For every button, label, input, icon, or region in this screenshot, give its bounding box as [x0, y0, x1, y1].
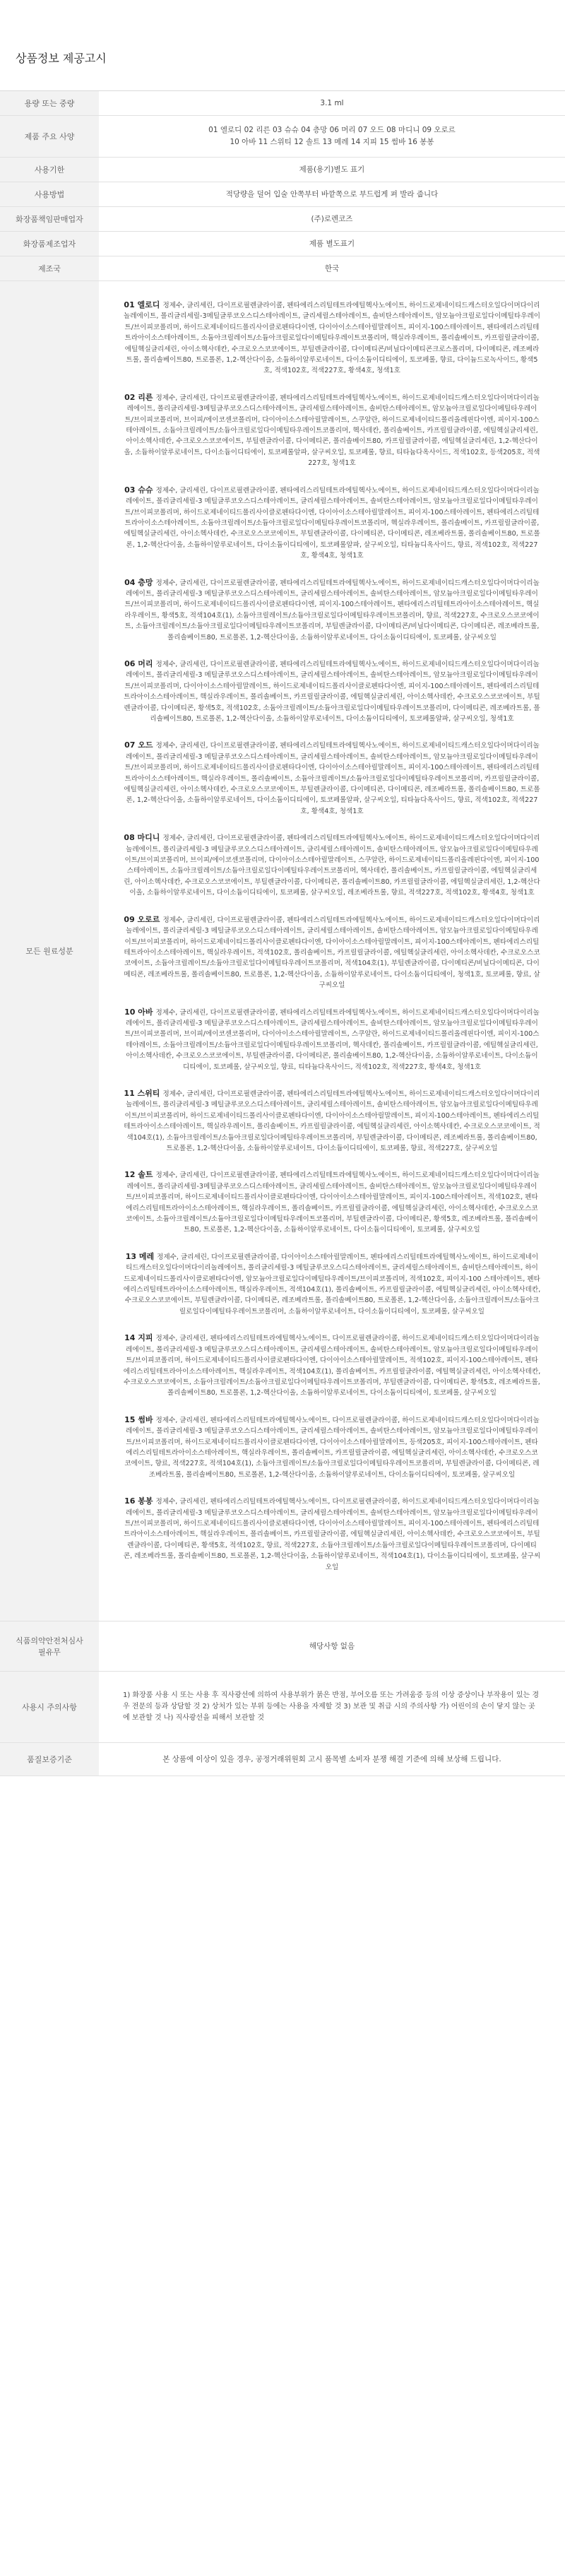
ingredient-text: 정제수, 글리세린, 다이프로필렌글라이콜, 펜타에리스리틸테트라에틸헥사노에이트, 하이드로제네이티드캐스터오일다이머다이리놀레에이트, 폴리글리세릴-3메틸글루코오스디스테아레이트, 글리세릴스테아레이트, 솔비탄스테아레이트, 암모늄아크릴로일다이메틸타우레이트/브이피코폴리머, 브이피/에이코센코폴리머, 다이아이소스테아릴말레이트, 스쿠알란, 하이드로제네이티드폴리올레핀다이엔, 피이지-100스테아레이트, 소듐아크릴레이트/소듐아크릴로일다이메틸타우레이트코폴리머, 헥사데칸, 폴리솔베이트, 카프릴릴글라이콜, 에틸헥실글리세린, 아이소헥사데칸, 수크로오스코코에이트, 부틸렌글라이콜, 다이메티콘, 폴리솔베이트80, 카프릴릴글라이콜, 에틸헥실글리세린, 1,2-헥산다이올, 소듐하이알루로네이트, 다이소듐이디티에이, 토코페롤알파, 살구씨오일, 토코페롤, 향료, 티타늄다옥사이드, 적색102호, 등색205호, 적색227호, 청색1호: [124, 394, 540, 468]
row-label: 제품 주요 사양: [0, 116, 99, 158]
ingredient-section: [123, 392, 541, 469]
ingredient-text: 정제수, 글리세린, 다이프로필렌글라이콜, 펜타에리스리틸테트라에틸헥사노에이트, 하이드로제네이티드캐스터오일다이머다이리놀레에이트, 폴리글리세릴-3 메틸글루코오스디스테아레이트, 글리세릴스테아레이트, 솔비탄스테아레이트, 암모늄아크릴로일다이메틸타우레이트/브이피코폴리머, 하이드로제네이티드폴리사이클로펜타다이엔, 피이지-100스테아레이트, 펜타에리스리틸테트라아이소스테아레이트, 핵실라우레이트, 황색5호, 적색104호(1), 소듐아크릴레이트/소듐아크릴로일다이메틸타우레이트코폴리머, 향료, 적색227호, 수크로오스코코에이트, 소듐아크릴레이트/소듐아크릴로일다이메틸타우레이트코폴리머, 부틸렌글라이콜, 다이메티콘/비닐다이메티콘, 다이메티콘, 레조베라트롤, 폴리솔베이트80, 트로폴론, 1,2-헥산다이올, 소듐하이알루로네이트, 다이소듐이디티에이, 토코페롤, 살구씨오일: [124, 579, 540, 642]
ingredient-text: 정제수, 글리세린, 다이프로필렌글라이콜, 펜타에리스리틸테트라에틸헥사노에이트, 하이드로제네이티드캐스터오일다이머다이리놀레에이트, 폴리글리세릴-3 메틸글루코오스디스테아레이트, 글리세릴스테아레이트, 솔비탄스테아레이트, 암모늄아크릴로일다이메틸타우레이트/브이피코폴리머, 하이드로제네이티드폴리사이클로펜타다이엔, 다이아이소스테아릴말레이트, 피이지-100스테아레이트, 펜타에리스리틸테트라아이소스테아레이트, 핵실라우레이트, 폴리솔베이트, 카프릴릴글라이콜, 에틸헥실글리세린, 아이소헥사데칸, 수크로오스코코에이트, 적색104호(1), 소듐아크릴레이트/소듐아크릴로일다이메틸타우레이트코폴리머, 부틸렌글라이콜, 다이메티콘, 레조베라트롤, 폴리솔베이트80, 트로폴론, 1,2-헥산다이올, 소듐하이알루로네이트, 다이소듐이디티에이, 토코페롤, 향료, 적색227호, 살구씨오일: [124, 1089, 540, 1152]
shade-name: 11 스위티: [124, 1088, 160, 1098]
ingredient-section: [123, 658, 541, 724]
info-row-volume: [0, 91, 565, 116]
row-label: 품질보증기준: [0, 1743, 99, 1776]
info-row-warranty: [0, 1743, 565, 1776]
ingredient-text: 정제수, 글리세린, 다이프로필렌글라이콜, 펜타에리스리틸테트라에틸헥사노에이트, 하이드로제네이티드캐스터오일다이머다이리놀레에이트, 폴리글리세릴-3메틸글루코오스디스테아레이트, 글리세릴스테아레이트, 솔비탄스테아레이트, 암모늄아크릴로일다이메틸타우레이트/브이피코폴리머, 하이드로제네이티드폴리사이클로펜타다이엔, 다이아이소스테아릴말레이트, 피이지-100스테아레이트, 펜타에리스리틸테트라아이소스테아레이트, 소듐아크릴레이트/소듐아크릴로일다이메틸타우레이트코폴리머, 핵실라우레이트, 폴리솔베이트, 카프릴릴글라이콜, 에틸헥실글리세린, 아이소헥사데칸, 수크로오스코코에이트, 부틸렌글라이콜, 다이메티콘/비닐다이메티콘크로스폴리머, 다이메티콘, 레조베라트롤, 폴리솔베이트80, 트로폴론, 1,2-헥산다이올, 소듐하이알루로네이트, 다이소듐이디티에이, 토코페롤, 향료, 다이늄드로녹사이드, 황색5호, 적색102호, 적색227호, 황색4호, 청색1호: [123, 302, 540, 375]
ingredient-section: [123, 1088, 541, 1154]
row-label: 사용시 주의사항: [0, 1672, 99, 1743]
shade-name: 09 오로르: [124, 914, 160, 924]
ingredient-text: 정제수, 글리세린, 다이프로필렌글라이콜, 펜타에리스리틸테트라에틸헥사노에이트, 하이드로제네이티드캐스터오일다이머다이리놀레에이트, 폴리글리세릴-3 메틸글루코오스디스테아레이트, 글리세릴스테아레이트, 솔비탄스테아레이트, 암모늄아크릴로일다이메틸타우레이트/브이피코폴리머, 하이드로제네이티드폴리사이클로펜타다이엔, 다이아이소스테아릴말레이트, 피이지-100스테아레이트, 펜타에리스리틸테트라아이소스테아레이트, 소듐아크릴레이트/소듐아크릴로일다이메틸타우레이트코폴리머, 헥실라우레이트, 폴리솔베이트, 카프릴릴글라이콜, 에틸헥실글리세린, 아이소헥사데칸, 수크로오스코코에이트, 부틸렌글라이콜, 다이메티콘, 다이메티콘, 레조베라트롤, 폴리솔베이트80, 트로폴론, 1,2-헥산다이올, 소듐하이알루로네이트, 다이소듐이디티에이, 토코페롤알파, 살구씨오일, 티타늄디옥사이드, 향료, 적색102호, 적색227호, 황색4호, 청색1호: [124, 486, 540, 560]
ingredient-section: [123, 300, 541, 377]
shade-name: 02 리른: [124, 392, 153, 402]
spec-line: 01 엘로디 02 리른 03 슈슈 04 층망 06 머리 07 오드 08 마디니 09 오로르: [208, 126, 456, 134]
ingredient-text: 정제수, 글리세린, 다이프로필렌글라이콜, 펜타에리스리틸테트라에틸헥사노에이트, 하이드로제네이티드캐스터오일다이머다이리놀레에이트, 폴리글리세릴-3 메틸글루코오스디스테아레이트, 글리세릴스테아레이트, 솔비탄스테아레이트, 암모늄아크릴로일다이메틸타우레이트/브이피코폴리머, 하이드로제네이티드폴리사이클로펜타다이엔, 다이아이소스테아릴말레이트, 피이지-100스테아레이트, 펜타에리스리틸테트라아이소스테아레이트, 핵실라우레이트, 폴리솔베이트, 소듐아크릴레이트/소듐아크릴로일다이메틸타우레이트코폴리머, 카프릴릴글라이콜, 에틸헥실글리세린, 아이소헥사데칸, 수크로오스코코에이트, 부틸렌글라이콜, 다이메티콘, 다이메티콘, 레조베라트롤, 폴리솔베이트80, 트로폴론, 1,2-헥산다이올, 소듐하이알루로네이트, 다이소듐이디티에이, 토코페롤알파, 살구씨오일, 티타늄다옥사이드, 향료, 적색102호, 적색227호, 황색4호, 청색1호: [124, 742, 540, 815]
ingredients-list: [99, 281, 565, 1621]
info-row-review: [0, 1621, 565, 1672]
row-label: 제조국: [0, 256, 99, 281]
row-value: (주)로렌코즈: [99, 207, 565, 232]
row-value: 3.1 ml: [99, 91, 565, 116]
shade-name: 01 엘로디: [124, 300, 160, 309]
ingredient-text: 정제수, 글리세린, 펜타에리스리틸테트라에틸헥사노에이트, 다이프로필렌글라이콜, 하이드로제네이티드캐스터오일다이머다이리놀레에이트, 폴리글리세릴-3 메틸글루코오스디스테아레이트, 글리세릴스테아레이트, 솔비탄스테아레이트, 암모늄아크릴로일다이메틸타우레이트/브이피코폴리머, 하이드로제네이티드폴리사이클로펜타다이엔, 다이아이소스테아릴말레이트, 적색102호, 피이지-100스테아레이트, 펜타에리스리틸테트라아이소스테아레이트, 핵실라우레이트, 적색104호(1), 폴리솔베이트, 카프릴릴글라이콜, 에틸헥실글리세린, 아이소헥사데칸, 수크로오스코코에이트, 소듐아크릴레이트/소듐아크릴로일다이메틸타우레이트코폴리머, 부틸렌글라이콜, 다이메티콘, 황색5호, 레조베라트롤, 폴리솔베이트80, 트로폴론, 1,2-헥산다이올, 소듐하이알루로네이트, 다이소듐이디티에이, 토코페롤, 살구씨오일: [123, 1335, 541, 1398]
shade-name: 07 오드: [124, 740, 153, 750]
row-value: 해당사항 없음: [99, 1621, 565, 1672]
row-label: 사용기한: [0, 158, 99, 182]
info-row-ingredients: [0, 281, 565, 1621]
ingredient-section: [123, 577, 541, 643]
row-value: [99, 116, 565, 158]
ingredient-section: [123, 1414, 541, 1480]
shade-name: 04 층망: [124, 577, 153, 587]
row-label: 용량 또는 중량: [0, 91, 99, 116]
ingredient-section: [123, 1169, 541, 1235]
row-label: 모든 원료성분: [0, 281, 99, 1621]
row-value: 제품(용기)별도 표기: [99, 158, 565, 182]
row-label: 화장품제조업자: [0, 232, 99, 256]
ingredient-section: [123, 1496, 541, 1573]
ingredient-text: 정제수, 글리세린, 다이프로필렌글라이콜, 펜타에리스리틸테트라에틸헥사노에이트, 하이드로제네이티드캐스터오일다이머다이리놀레에이트, 폴리글리세릴-3 메틸글루코오스디스테아레이트, 글리세릴스테아레이트, 솔비탄스테아레이트, 암모늄아크릴로일다이메틸타우레이트/브이피코폴리머, 브이피/에이코센코폴리머, 다이아이소스테아릴말레이트, 스쿠알란, 하이드로제네이티드폴리올레핀다이엔, 피이지-100스테아레이트, 소듐아크릴레이트/소듐아크릴로일다이메틸타우레이트코폴리머, 헥사데칸, 폴리솔베이트, 카프릴릴글라이콜, 에틸헥실글리세린, 아이소헥사데칸, 수크로오스코코에이트, 부틸렌글라이콜, 다이메티콘, 폴리솔베이트80, 1,2-헥산다이올, 소듐하이알루로네이트, 다이소듐이디티에이, 토코페롤, 살구씨오일, 향료, 티타늄다옥사이드, 적색102호, 적색227호, 황색4호, 청색1호: [124, 1008, 540, 1071]
row-value: 제품 별도표기: [99, 232, 565, 256]
caution-text: 1) 화장품 사용 시 또는 사용 후 직사광선에 의하여 사용부위가 붉은 반점, 부어오름 또는 가려움증 등의 이상 증상이나 부작용이 있는 경우 전문의 등과 상담할 것 2) 상처가 있는 부위 등에는 사용을 자제할 것 3) 보관 및 취급 시의 주의사항 가) 어린이의 손이 닿지 않는 곳에 보관할 것 나) 직사광선을 피해서 보관할 것: [123, 1691, 539, 1723]
info-row-expiry: [0, 158, 565, 182]
ingredient-text: 정제수, 글리세린, 펜타에리스리틸테트라에틸헥사노에이트, 다이프로필렌글라이콜, 하이드로제네이티드캐스터오일다이머다이리놀레에이트, 폴리글리세릴-3 메틸글루코오스디스테아레이트, 글리세릴스테아레이트, 솔비탄스테아레이트, 암모늄아크릴로일다이메틸타우레이트/브이피코폴리머, 하이드로제네이티드폴리사이클로펜타다이엔, 다이아이소스테아릴말레이트, 피이지-100스테아레이트, 펜타에리스리틸테트라아이소스테아레이트, 핵실라우레이트, 폴리솔베이트, 카프릴릴글라이콜, 에틸헥실글리세린, 아이소헥사데칸, 수크로오스코코에이트, 부틸렌글라이콜, 다이메티콘, 황색5호, 적색102호, 향료, 적색227호, 소듐아크릴레이트/소듐아크릴로일다이메틸타우레이트코폴리머, 다이메티콘, 레조베라트롤, 폴리솔베이트80, 트로폴론, 1,2-헥산다이올, 소듐하이알루로네이트, 적색104호(1), 다이소듐이디티에이, 토코페롤, 살구씨오일: [123, 1498, 541, 1571]
shade-name: 13 메레: [125, 1251, 155, 1261]
ingredient-text: 정제수, 글리세린, 다이프로필렌글라이콜, 펜타에리스리틸테트라에틸헥사노에이트, 하이드로제네이티드캐스터오일다이머다이리놀레에이트, 폴리글리세릴-3메틸글루코오스디스테아레이트, 글리세릴스테아레이트, 솔비탄스테아레이트, 암모늄아크릴로일다이메틸타우레이트/브이피코폴리머, 하이드로제네이티드폴리사이클로펜타다이엔, 다이아이소스테아릴말레이트, 피이지-100스테아레이트, 적색102호, 펜타에리스리틸테트라아이소스테아레이트, 핵실라우레이트, 폴리솔베이트, 카프릴릴글라이콜, 에틸헥실글리세린, 아이소헥사데칸, 수크로오스코코에이트, 소듐아크릴레이트/소듐아크릴로일다이메틸타우레이트코폴리머, 부틸렌글라이콜, 다이메티콘, 황색5호, 레조베라트롤, 폴리솔베이트80, 트로폴론, 1,2-헥산다이올, 소듐하이알루로네이트, 다이소듐이디티에이, 토코페롤, 살구씨오일: [126, 1171, 540, 1234]
row-label: 화장품책임판매업자: [0, 207, 99, 232]
row-value: 본 상품에 이상이 있을 경우, 공정거래위원회 고시 품목별 소비자 분쟁 해결 기준에 의해 보상해 드립니다.: [99, 1743, 565, 1776]
ingredient-text: 정제수, 글리세린, 다이프로필렌글라이콜, 펜타에리스리틸테트라에틸헥사노에이트, 하이드로제네이티드캐스터오일다이머다이리놀레에이트, 폴리글리세릴-3 메틸글루코오스디스테아레이트, 글리세릴스테아레이트, 솔비탄스테아레이트, 암모늄아크릴로일다이메틸타우레이트/브이피코폴리머, 다이아이소스테아릴말레이트, 하이드로제네이티드폴리사이클로펜타다이엔, 피이지-100스테아레이트, 펜타에리스리틸테트라아이소스테아레이트, 핵실라우레이트, 폴리솔베이트, 카프릴릴글라이콜, 에틸헥실글리세린, 아이소헥사데칸, 수크로오스코코에이트, 부틸렌글라이콜, 다이메티콘, 황색5호, 적색102호, 소듐아크릴레이트/소듐아크릴로일다이메틸타우레이트코폴리머, 다이메티콘, 레조베라트롤, 폴리솔베이트80, 트로폴론, 1,2-헥산다이올, 소듐하이알루로네이트, 다이소듐이디티에이, 토코페롤알파, 살구씨오일, 청색1호: [124, 660, 540, 723]
row-value: 한국: [99, 256, 565, 281]
ingredient-section: [123, 914, 541, 991]
shade-name: 12 솔트: [124, 1170, 153, 1180]
row-label: [0, 1621, 99, 1672]
row-label-line: 필유무: [38, 1648, 61, 1658]
shade-name: 10 아바: [124, 1007, 153, 1017]
ingredient-section: [123, 740, 541, 817]
shade-name: 15 썸바: [124, 1414, 153, 1424]
shade-name: 16 봉봉: [124, 1496, 153, 1506]
ingredient-section: [123, 485, 541, 562]
ingredient-section: [123, 1588, 541, 1600]
info-row-distributor: [0, 207, 565, 232]
ingredient-text: 정제수, 글리세린, 다이프로필렌글라이콜, 펜타에리스리틸테트라에틸헥사노에이트, 하이드로제네이티드캐스터오일다이머다이리놀레에이트, 폴리글리세릴-3 메틸글루코오스디스테아레이트, 글리세릴스테아레이트, 솔비탄스테아레이트, 암모늄아크릴로일다이메틸타우레이트/브이피코폴리머, 하이드로제네이티드폴리사이클로펜타다이엔, 다이아이소스테아릴말레이트, 피이지-100스테아레이트, 펜타에리스리틸테트라아이소스테아레이트, 핵실라우레이트, 적색102호, 폴리솔베이트, 카프릴릴글라이콜, 에틸헥실글리세린, 아이소헥사데칸, 수크로오스코코에이트, 소듐아크릴레이트/소듐아크릴로일다이메틸타우레이트코폴리머, 적색104호(1), 부틸렌글라이콜, 다이메티콘/비닐다이메티콘, 다이메티콘, 레조베라트롤, 폴리솔베이트80, 트로폴론, 1,2-헥산다이올, 소듐하이알루로네이트, 다이소듐이디티에이, 청색1호, 토코페롤, 향료, 살구씨오일: [124, 916, 540, 990]
info-row-usage: [0, 182, 565, 207]
info-row-spec: [0, 116, 565, 158]
ingredient-section: [123, 1007, 541, 1073]
info-row-manufacturer: [0, 232, 565, 256]
shade-name: 14 지피: [124, 1333, 153, 1343]
row-value: [99, 1672, 565, 1743]
shade-name: 08 마디니: [124, 833, 160, 843]
row-label: 사용방법: [0, 182, 99, 207]
ingredient-text: 정제수, 글리세린, 펜타에리스리틸테트라에틸헥사노에이트, 다이프로필렌글라이콜, 하이드로제네이티드캐스터오일다이머다이리놀레에이트, 폴리글리세릴-3 메틸글루코오스디스테아레이트, 글리세릴스테아레이트, 솔비탄스테아레이트, 암모늄아크릴로일다이메틸타우레이트/브이피코폴리머, 하이드로제네이티드폴리사이클로펜타다이엔, 다이아이소스테아릴말레이트, 등색205호, 피이지-100스테아레이트, 펜타에리스리틸테트라아이소스테아레이트, 핵실라우레이트, 폴리솔베이트, 카프릴릴글라이콜, 에틸헥실글리세린, 아이소헥사데칸, 수크로오스코코에이트, 향료, 적색227호, 적색104호(1), 소듐아크릴레이트/소듐아크릴로일다이메틸타우레이트코폴리머, 부틸렌글라이콜, 다이메티콘, 레조베라트롤, 폴리솔베이트80, 트로폴론, 1,2-헥산다이올, 소듐하이알루로네이트, 다이소듐이디티에이, 토코페롤, 살구씨오일: [124, 1416, 540, 1479]
product-info-table: [0, 91, 565, 1776]
ingredient-section: [123, 832, 541, 898]
row-value: 적당량을 덜어 입술 안쪽부터 바깥쪽으로 부드럽게 펴 발라 줍니다: [99, 182, 565, 207]
spec-line: 10 아바 11 스위티 12 솔트 13 메레 14 지피 15 썸바 16 봉봉: [230, 138, 434, 146]
ingredient-section: [123, 1251, 541, 1317]
ingredient-section: [123, 1333, 541, 1398]
shade-name: 03 슈슈: [124, 485, 153, 495]
row-label-line: 식품의약안전처심사: [16, 1636, 83, 1646]
ingredient-text: 정제수, 글리세린, 다이프로필렌글라이콜, 다이아이소스테아릴말레이트, 펜타에리스리틸테트라에틸헥사노에이트, 하이드로제네이티드캐스터오일다이머다이리놀레에이트, 폴리글리세릴-3 메틸글루코오스디스테아레이트, 글리세릴스테아레이트, 솔비탄스테아레이트, 하이드로제네이티드폴리사이클로펜타다이엔, 암모늄아크릴로일다이메틸타우레이트/브이피코폴리머, 적색102호, 피이지-100 스테아레이트, 펜타에리스리틸테트라아이소스테아레이트, 핵실라우레이트, 적색104호(1), 폴리솔베이트, 카프릴릴글라이콜, 에틸헥실글리세린, 아이소헥사데칸, 수크로오스코코에이트, 부틸렌글라이콜, 다이메티콘, 레조베라트롤, 폴리솔베이트80, 트로폴론, 1,2-헥산다이올, 소듐아크릴레이트/소듐아크릴로일다이메틸타우레이트코폴리머, 소듐하이알루로네이트, 다이소듐이디티에이, 토코페롤, 살구씨오일: [123, 1253, 541, 1316]
ingredient-text: 정제수, 글리세린, 다이프로필렌글라이콜, 펜타에리스리틸테트라에틸헥사노에이트, 하이드로제네이티드캐스터오일다이머다이리놀레에이트, 폴리글리세릴-3 메틸글루코오스디스테아레이트, 글리세릴스테아레이트, 솔비탄스테아레이트, 암모늄아크릴로일다이메틸타우레이트/브이피코폴리머, 브이피/에이코센코폴리머, 다이아이소스테아릴말레이트, 스쿠알란, 하이드로제네이티드폴리올레핀다이엔, 피이지-100스테아레이트, 소듐아크릴레이트/소듐아크릴로일다이메틸타우레이트코폴리머, 헥사데칸, 폴리솔베이트, 카프릴릴글라이콜, 에틸헥실글리세린, 아이소헥사데칸, 수크로오스코코에이트, 부틸렌글라이콜, 다이메티콘, 폴리솔베이트80, 카프릴릴글라이콜, 에틸헥실글리세린, 1,2-헥산다이올, 소듐하이알루로네이트, 다이소듐이디티에이, 토코페롤, 살구씨오일, 레조베라트롤, 향료, 적색227호, 적색102호, 황색4호, 청색1호: [124, 834, 540, 897]
info-row-origin: [0, 256, 565, 281]
page-title: 상품정보 제공고시: [16, 52, 107, 65]
shade-name: 06 머리: [124, 658, 153, 668]
info-row-cautions: [0, 1672, 565, 1743]
